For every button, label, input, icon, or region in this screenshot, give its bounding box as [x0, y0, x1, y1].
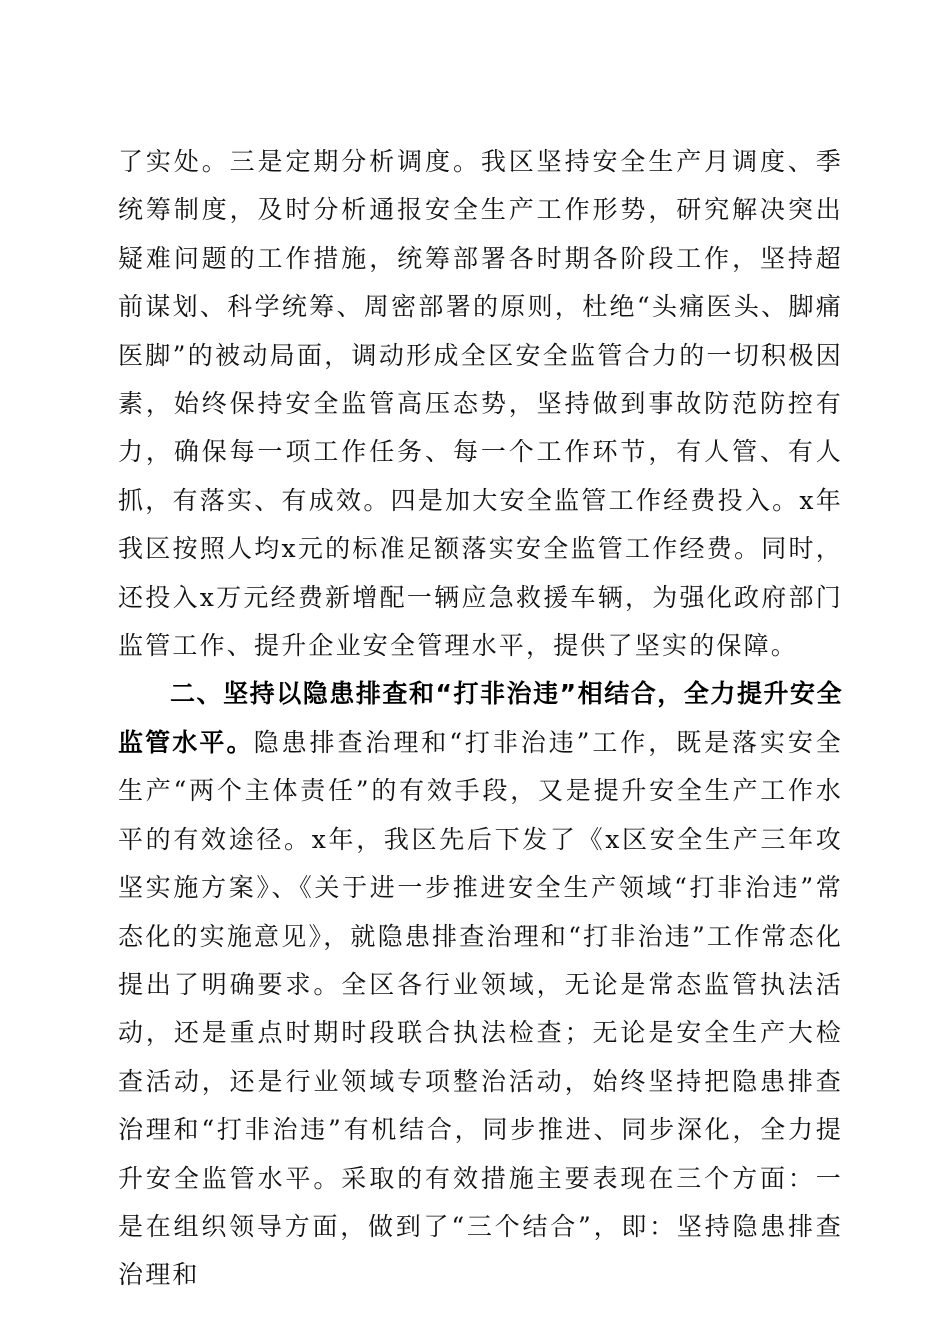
section-2-body: 隐患排查治理和“打非治违”工作，既是落实安全生产“两个主体责任”的有效手段，又是提升安全生产工作水平的有效途径。x年，我区先后下发了《x区安全生产三年攻坚实施方案》、《关于进一步推进安全生产领域“打非治违”常态化的实施意见》，就隐患排查治理和“打非治违”工作常态化提出了明确要求。全区各行业领域，无论是常态监管执法活动，还是重点时期时段联合执法检查；无论是安全生产大检查活动，还是行业领域专项整治活动，始终坚持把隐患排查治理和“打非治违”有机结合，同步推进、同步深化，全力提升安全监管水平。采取的有效措施主要表现在三个方面：一是在组织领导方面，做到了“三个结合”，即：坚持隐患排查治理和 [118, 727, 843, 1290]
document-body [118, 138, 843, 1300]
paragraph-continuation: 了实处。三是定期分析调度。我区坚持安全生产月调度、季统筹制度，及时分析通报安全生产工作形势，研究解决突出疑难问题的工作措施，统筹部署各时期各阶段工作，坚持超前谋划、科学统筹、周密部署的原则，杜绝“头痛医头、脚痛医脚”的被动局面，调动形成全区安全监管合力的一切积极因素，始终保持安全监管高压态势，坚持做到事故防范防控有力，确保每一项工作任务、每一个工作环节，有人管、有人抓，有落实、有成效。四是加大安全监管工作经费投入。x年我区按照人均x元的标准足额落实安全监管工作经费。同时，还投入x万元经费新增配一辆应急救援车辆，为强化政府部门监管工作、提升企业安全管理水平，提供了坚实的保障。 [118, 147, 843, 661]
section-2-paragraph [118, 670, 843, 1299]
section-2-heading: 二、坚持以隐患排查和“打非治违”相结合，全力提升安全监管水平。 [118, 679, 843, 757]
